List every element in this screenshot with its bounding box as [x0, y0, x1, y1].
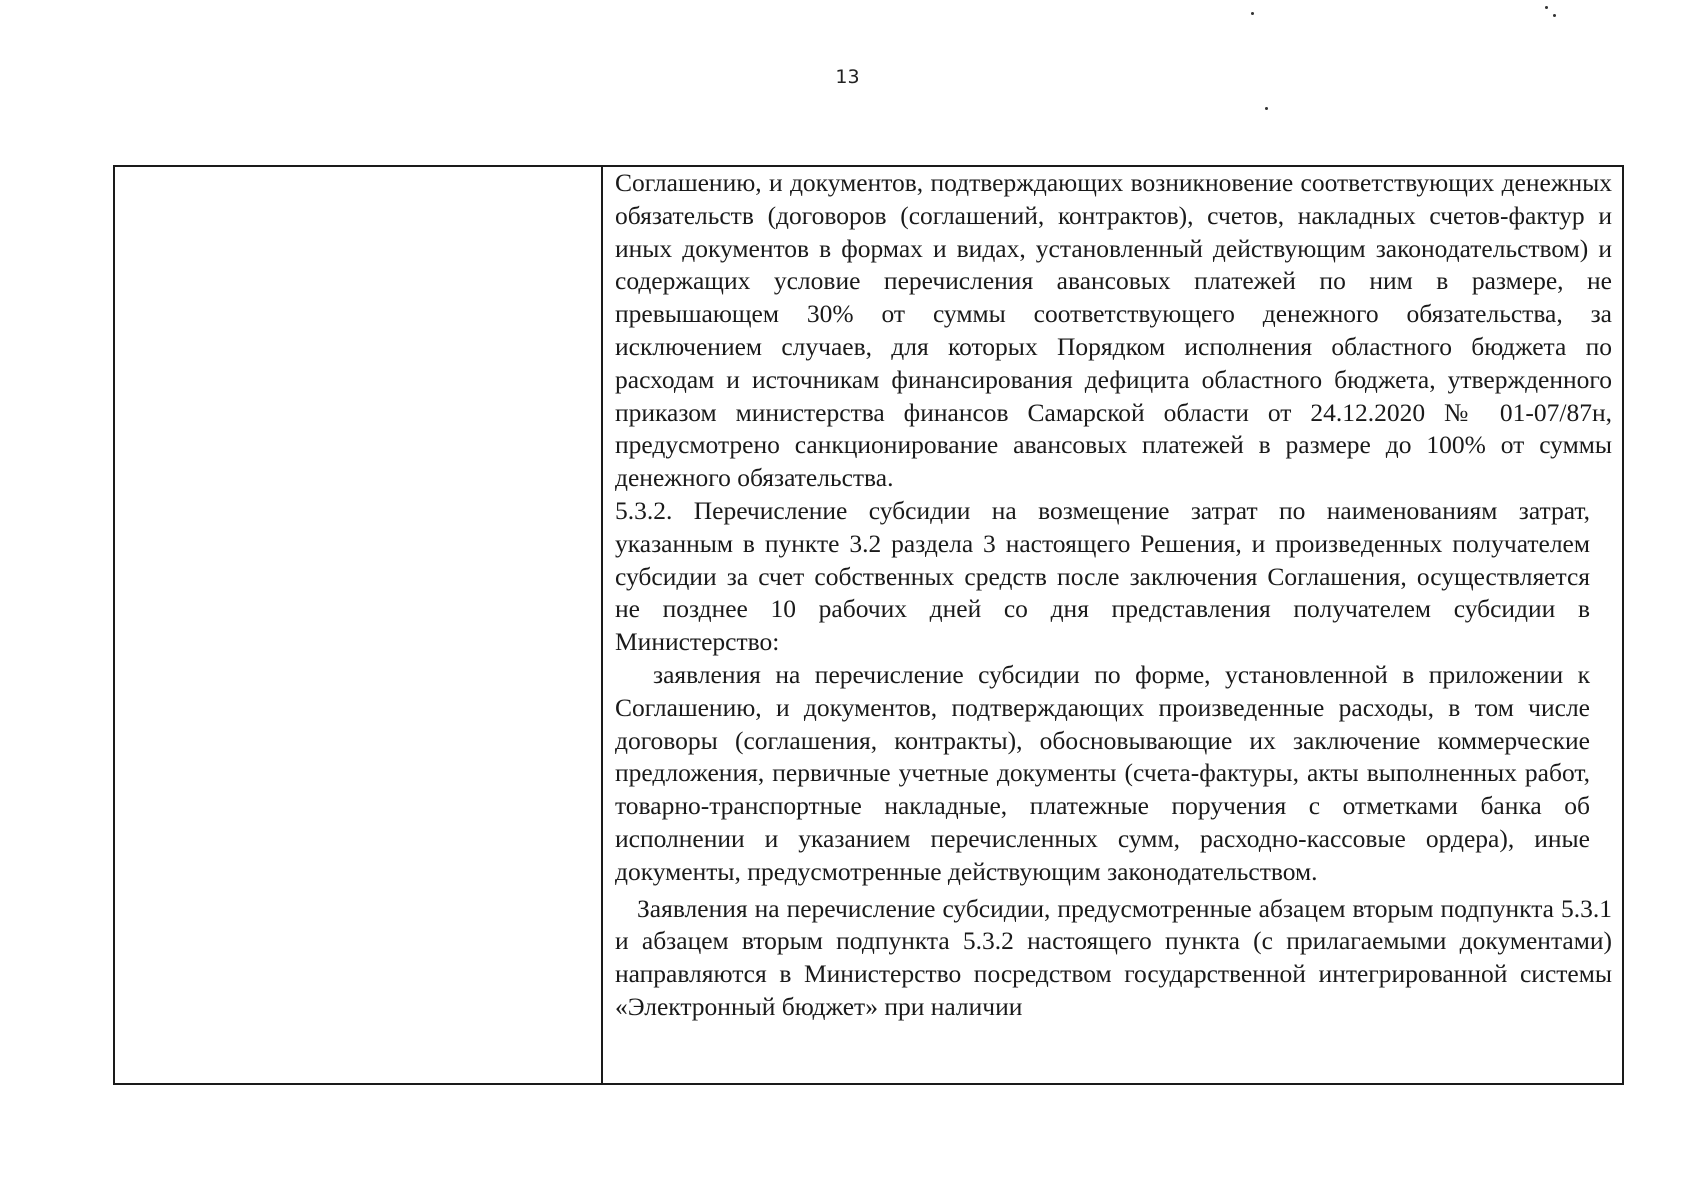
scan-artifact [1545, 6, 1548, 9]
scan-artifact [1265, 107, 1268, 110]
scan-artifact [1553, 14, 1556, 17]
paragraph-5-3-2: 5.3.2. Перечисление субсидии на возмещение затрат по наименованиям затрат, указанным в пункте 3.2 раздела 3 настоящего Решения, и произведенных получателем субсидии за счет собственных средств после заключения Соглашения, осуществляется не позднее 10 рабочих дней со дня представления получателем субсидии в Министерство: [615, 495, 1590, 657]
table-left-cell [115, 167, 603, 1083]
page-number: 13 [835, 66, 860, 88]
table-right-cell [603, 167, 1622, 1083]
scan-artifact [1251, 12, 1254, 15]
paragraph-application-submission: Заявления на перечисление субсидии, предусмотренные абзацем вторым подпункта 5.3.1 и абзацем вторым подпункта 5.3.2 настоящего пункта (с прилагаемыми документами) направляются в Министерство посредством государственной интегрированной системы «Электронный бюджет» при наличии [615, 893, 1612, 1021]
document-table [113, 165, 1624, 1085]
paragraph-continuation: Соглашению, и документов, подтверждающих возникновение соответствующих денежных обязательств (договоров (соглашений, контрактов), счетов, накладных счетов-фактур и иных документов в формах и видах, установленный действующим законодательством) и содержащих условие перечисления авансовых платежей по ним в размере, не превышающем 30% от суммы соответствующего денежного обязательства, за исключением случаев, для которых Порядком исполнения областного бюджета по расходам и источникам финансирования дефицита областного бюджета, утвержденного приказом министерства финансов Самарской области от 24.12.2020 № 01-07/87н, предусмотрено санкционирование авансовых платежей в размере до 100% от суммы денежного обязательства. [615, 168, 1612, 493]
paragraph-application-documents: заявления на перечисление субсидии по форме, установленной в приложении к Соглашению, и документов, подтверждающих произведенные расходы, в том числе договоры (соглашения, контракты), обосновывающие их заключение коммерческие предложения, первичные учетные документы (счета-фактуры, акты выполненных работ, товарно-транспортные накладные, платежные поручения с отметками банка об исполнении и указанием перечисленных сумм, расходно-кассовые ордера), иные документы, предусмотренные действующим законодательством. [615, 659, 1590, 886]
